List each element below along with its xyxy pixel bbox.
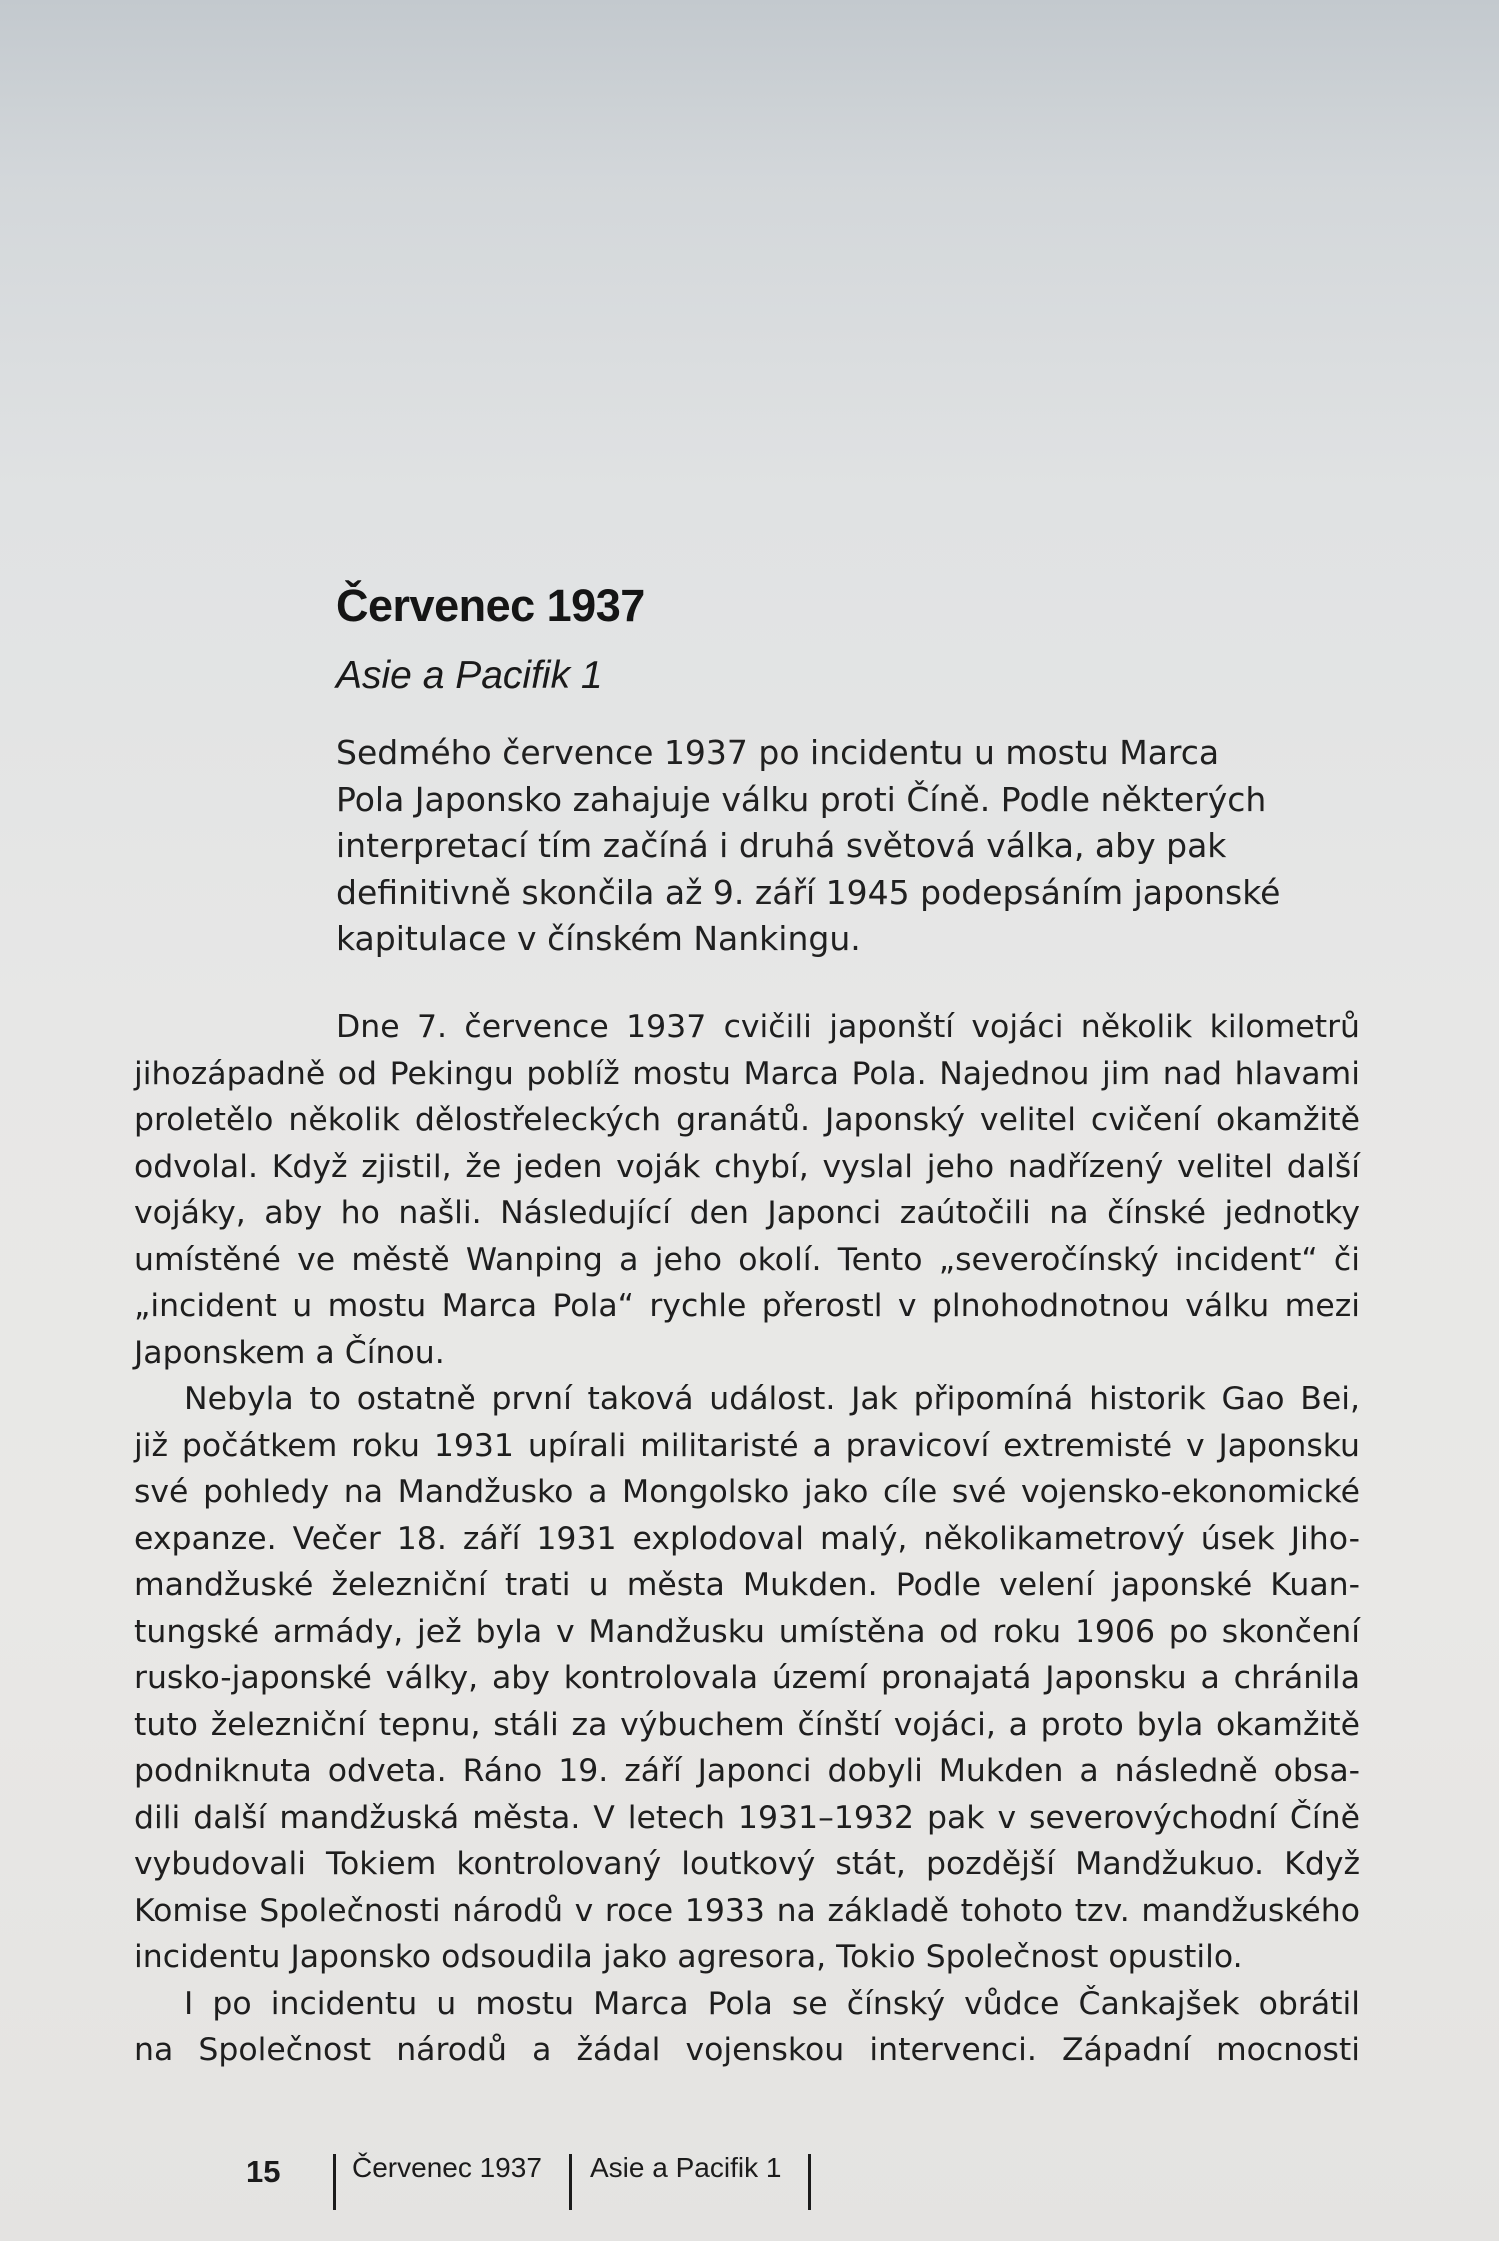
body-line: tuto železniční tepnu, stáli za výbuchem čínští vojáci, a proto byla okamžitě bbox=[134, 1706, 1360, 1743]
footer-divider bbox=[808, 2154, 811, 2210]
body-line: jihozápadně od Pekingu poblíž mostu Marca Pola. Najednou jim nad hlavami bbox=[134, 1055, 1360, 1092]
body-line: vybudovali Tokiem kontrolovaný loutkový stát, pozdější Mandžukuo. Když bbox=[134, 1846, 1360, 1882]
body-line: již počátkem roku 1931 upírali militaristé a pravicoví extremisté v Japonsku bbox=[134, 1427, 1360, 1464]
body-text bbox=[134, 1004, 1360, 2074]
body-line: Nebyla to ostatně první taková událost. Jak připomíná historik Gao Bei, bbox=[184, 1381, 1360, 1417]
body-line: na Společnost národů a žádal vojenskou intervenci. Západní mocnosti bbox=[134, 2032, 1360, 2068]
running-head-subtitle: Asie a Pacifik 1 bbox=[590, 2152, 782, 2183]
body-line: své pohledy na Mandžusko a Mongolsko jako cíle své vojensko-ekonomické bbox=[134, 1474, 1360, 1510]
abstract-line: kapitulace v čínském Nankingu. bbox=[336, 919, 861, 958]
chapter-abstract bbox=[336, 730, 1296, 963]
body-line: I po incidentu u mostu Marca Pola se čínský vůdce Čankajšek obrátil bbox=[184, 1985, 1360, 2022]
body-line: incidentu Japonsko odsoudila jako agresora, Tokio Společnost opustilo. bbox=[134, 1939, 1243, 1975]
running-head-chapter: Červenec 1937 bbox=[352, 2152, 542, 2183]
body-line: expanze. Večer 18. září 1931 explodoval malý, několikametrový úsek Jiho- bbox=[134, 1520, 1360, 1557]
chapter-title: Červenec 1937 bbox=[336, 580, 645, 631]
body-line: dili další mandžuská města. V letech 1931–1932 pak v severovýchodní Číně bbox=[134, 1799, 1360, 1836]
body-line: odvolal. Když zjistil, že jeden voják chybí, vyslal jeho nadřízený velitel další bbox=[134, 1148, 1360, 1185]
abstract-line: Pola Japonsko zahajuje válku proti Číně. Podle některých bbox=[336, 779, 1267, 819]
footer-divider bbox=[569, 2154, 572, 2210]
body-line: podniknuta odveta. Ráno 19. září Japonci dobyli Mukden a následně obsa- bbox=[134, 1753, 1360, 1789]
chapter-subtitle: Asie a Pacifik 1 bbox=[336, 654, 603, 697]
body-line: „incident u mostu Marca Pola“ rychle přerostl v plnohodnotnou válku mezi bbox=[134, 1288, 1360, 1324]
page-footer bbox=[0, 2140, 1499, 2220]
abstract-line: definitivně skončila až 9. září 1945 podepsáním japonské bbox=[336, 872, 1281, 912]
body-line: Japonskem a Čínou. bbox=[134, 1334, 445, 1371]
body-line: Dne 7. července 1937 cvičili japonští vojáci několik kilometrů bbox=[336, 1009, 1360, 1045]
body-line: Komise Společnosti národů v roce 1933 na základě tohoto tzv. mandžuského bbox=[134, 1892, 1360, 1929]
abstract-line: Sedmého července 1937 po incidentu u mostu Marca bbox=[336, 733, 1220, 772]
body-line: umístěné ve městě Wanping a jeho okolí. Tento „severočínský incident“ či bbox=[134, 1241, 1360, 1278]
abstract-line: interpretací tím začíná i druhá světová válka, aby pak bbox=[336, 826, 1227, 865]
body-line: mandžuské železniční trati u města Mukden. Podle velení japonské Kuan- bbox=[134, 1567, 1360, 1603]
body-line: vojáky, aby ho našli. Následující den Japonci zaútočili na čínské jednotky bbox=[134, 1195, 1360, 1231]
footer-divider bbox=[333, 2154, 336, 2210]
body-line: tungské armády, jež byla v Mandžusku umístěna od roku 1906 po skončení bbox=[134, 1613, 1360, 1650]
page-number: 15 bbox=[246, 2154, 281, 2189]
body-line: proletělo několik dělostřeleckých granátů. Japonský velitel cvičení okamžitě bbox=[134, 1102, 1360, 1138]
body-line: rusko-japonské války, aby kontrolovala území pronajatá Japonsku a chránila bbox=[134, 1660, 1360, 1696]
